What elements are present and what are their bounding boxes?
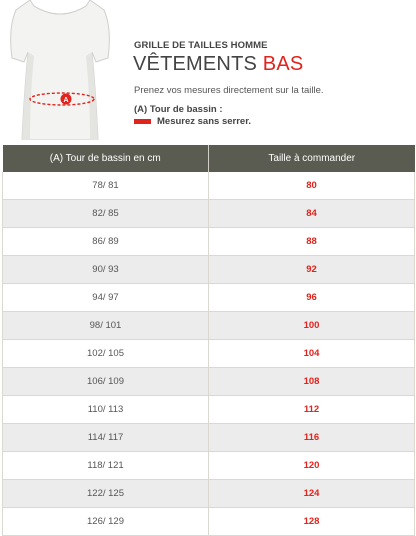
- table-row: [3, 256, 415, 284]
- hip-range-cell: 114/ 117: [3, 424, 209, 452]
- hip-range-cell: 94/ 97: [3, 284, 209, 312]
- size-cell: 92: [209, 256, 415, 284]
- size-cell: 96: [209, 284, 415, 312]
- size-table: [2, 145, 415, 536]
- table-row: [3, 228, 415, 256]
- size-cell: 104: [209, 340, 415, 368]
- table-row: [3, 284, 415, 312]
- column-header-hip: (A) Tour de bassin en cm: [3, 145, 209, 172]
- table-row: [3, 200, 415, 228]
- size-cell: 124: [209, 480, 415, 508]
- hip-range-cell: 106/ 109: [3, 368, 209, 396]
- table-row: [3, 452, 415, 480]
- size-cell: 120: [209, 452, 415, 480]
- size-cell: 88: [209, 228, 415, 256]
- table-row: [3, 368, 415, 396]
- size-cell: 84: [209, 200, 415, 228]
- size-guide-header: [0, 0, 416, 145]
- measure-legend: [134, 116, 251, 127]
- hip-range-cell: 98/ 101: [3, 312, 209, 340]
- measure-marker-letter: A: [63, 97, 69, 104]
- title-main: VÊTEMENTS: [133, 53, 263, 75]
- legend-text: Mesurez sans serrer.: [157, 116, 252, 127]
- page-title: [133, 53, 303, 76]
- hip-range-cell: 82/ 85: [3, 200, 209, 228]
- table-row: [3, 312, 415, 340]
- hip-range-cell: 122/ 125: [3, 480, 209, 508]
- size-cell: 80: [209, 172, 415, 200]
- hip-range-cell: 126/ 129: [3, 508, 209, 536]
- title-accent: BAS: [262, 53, 304, 75]
- size-cell: 100: [209, 312, 415, 340]
- size-cell: 116: [209, 424, 415, 452]
- legend-swatch-icon: [134, 119, 151, 124]
- table-row: [3, 424, 415, 452]
- column-header-size: Taille à commander: [209, 145, 415, 172]
- table-row: [3, 508, 415, 536]
- table-row: [3, 480, 415, 508]
- hip-range-cell: 118/ 121: [3, 452, 209, 480]
- measure-label: (A) Tour de bassin :: [134, 104, 223, 115]
- body-silhouette-icon: [0, 0, 120, 140]
- size-cell: 112: [209, 396, 415, 424]
- hip-range-cell: 90/ 93: [3, 256, 209, 284]
- hip-range-cell: 110/ 113: [3, 396, 209, 424]
- table-row: [3, 172, 415, 200]
- guide-kicker: GRILLE DE TAILLES HOMME: [134, 40, 268, 51]
- hip-range-cell: 78/ 81: [3, 172, 209, 200]
- table-header-row: [3, 145, 415, 172]
- size-cell: 128: [209, 508, 415, 536]
- table-row: [3, 396, 415, 424]
- measure-instruction: Prenez vos mesures directement sur la taille.: [134, 85, 324, 96]
- hip-range-cell: 102/ 105: [3, 340, 209, 368]
- table-row: [3, 340, 415, 368]
- size-cell: 108: [209, 368, 415, 396]
- hip-range-cell: 86/ 89: [3, 228, 209, 256]
